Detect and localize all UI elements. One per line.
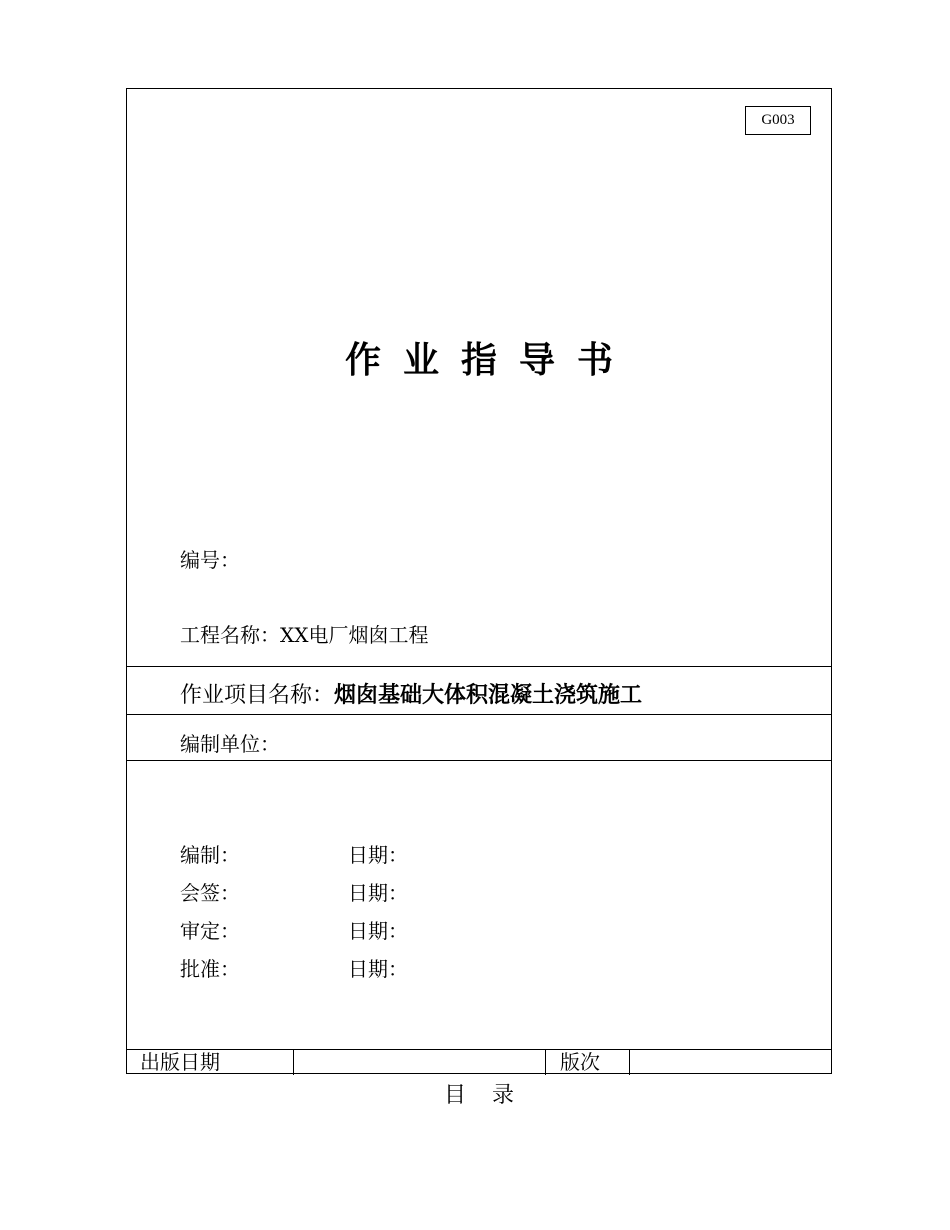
- version-label: 版次: [546, 1049, 630, 1075]
- signature-role-approve: 批准：: [180, 957, 240, 981]
- project-name-field: 工程名称：XX电厂烟囱工程: [180, 623, 429, 647]
- version-value: [630, 1049, 832, 1075]
- signature-date-approve: 日期：: [348, 957, 408, 981]
- publish-info-row: [126, 1049, 832, 1075]
- compile-unit-field: 编制单位：: [180, 732, 280, 756]
- signature-role-compile: 编制：: [180, 843, 240, 867]
- signature-date-review: 日期：: [348, 919, 408, 943]
- publish-date-value: [294, 1049, 546, 1075]
- work-item-row: [180, 678, 642, 709]
- signature-date-compile: 日期：: [348, 843, 408, 867]
- signature-role-countersign: 会签：: [180, 881, 240, 905]
- document-code-box: [745, 106, 811, 135]
- divider: [126, 714, 832, 715]
- document-title: 作业指导书: [344, 340, 635, 381]
- publish-date-label: 出版日期: [126, 1049, 294, 1075]
- signature-date-countersign: 日期：: [348, 881, 408, 905]
- number-field: 编号：: [180, 548, 240, 572]
- divider: [126, 760, 832, 761]
- work-item-label: 作业项目名称：: [180, 683, 335, 708]
- document-code: G003: [761, 112, 795, 128]
- signature-role-review: 审定：: [180, 919, 240, 943]
- toc-heading: 目录: [443, 1083, 540, 1108]
- divider: [126, 666, 832, 667]
- work-item-value: 烟囱基础大体积混凝土浇筑施工: [334, 683, 643, 708]
